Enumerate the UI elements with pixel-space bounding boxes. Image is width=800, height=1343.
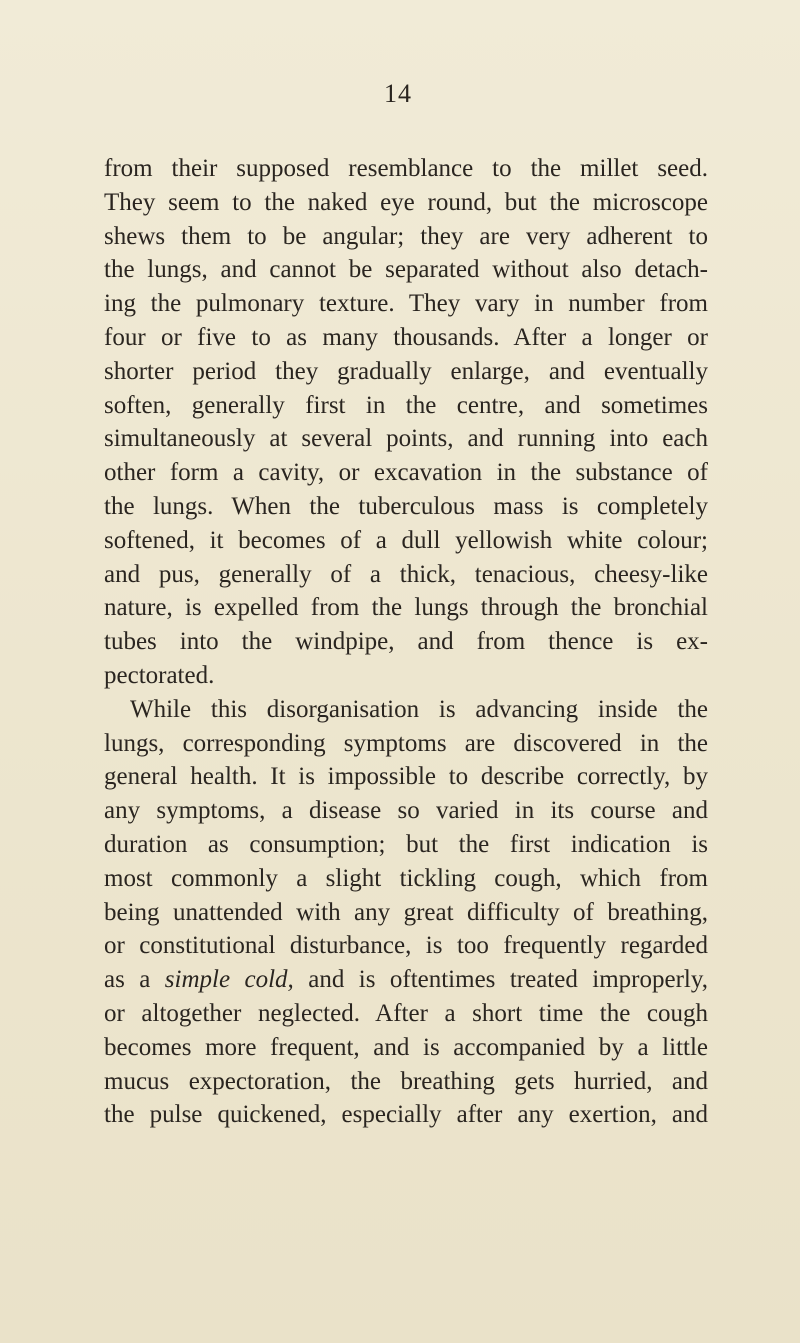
page-number: 14 [384,79,412,108]
text-segment: as a [104,966,165,994]
text-line: from their supposed resemblance to the millet seed. [104,155,708,182]
text-line: or constitutional disturbance, is too frequently regarded [104,932,708,960]
text-line: other form a cavity, or excavation in the substance of [104,459,708,487]
text-line: general health. It is impossible to describe correctly, by [104,763,708,791]
text-line: tubes into the windpipe, and from thence is ex- [104,628,708,656]
text-line: four or five to as many thousands. After a longer or [104,323,708,351]
text-line: soften, generally first in the centre, and sometimes [104,391,708,419]
text-line: pectorated. [104,661,215,689]
text-line: being unattended with any great difficulty of breathing, [104,898,708,926]
text-line: or altogether neglected. After a short time the cough [104,999,708,1027]
text-line: the lungs, and cannot be separated without also detach- [104,256,708,284]
text-line: and pus, generally of a thick, tenacious, cheesy-like [104,560,708,588]
text-line: the pulse quickened, especially after any exertion, and [104,1101,708,1129]
text-line: most commonly a slight tickling cough, which from [104,864,708,892]
text-line-with-italic [104,963,708,997]
text-line: They seem to the naked eye round, but the microscope [104,188,708,216]
body-text [104,152,708,1132]
text-line: lungs, corresponding symptoms are discovered in the [104,729,708,757]
text-line: softened, it becomes of a dull yellowish white colour; [104,526,708,554]
italic-phrase: simple cold, [164,966,294,994]
text-line: simultaneously at several points, and running into each [104,425,708,453]
text-line: mucus expectoration, the breathing gets hurried, and [104,1067,708,1095]
text-segment: and is oftentimes treated improperly, [293,966,708,994]
text-line: any symptoms, a disease so varied in its course and [104,797,708,825]
text-line: shews them to be angular; they are very adherent to [104,222,708,250]
text-line: becomes more frequent, and is accompanied by a little [104,1033,708,1061]
paragraph-first-line: While this disorganisation is advancing inside the [130,695,708,723]
text-line: the lungs. When the tuberculous mass is completely [104,492,708,520]
text-line: shorter period they gradually enlarge, and eventually [104,357,708,385]
text-line: ing the pulmonary texture. They vary in number from [104,290,708,318]
text-line: duration as consumption; but the first indication is [104,830,708,858]
text-line: nature, is expelled from the lungs through the bronchial [104,594,708,622]
